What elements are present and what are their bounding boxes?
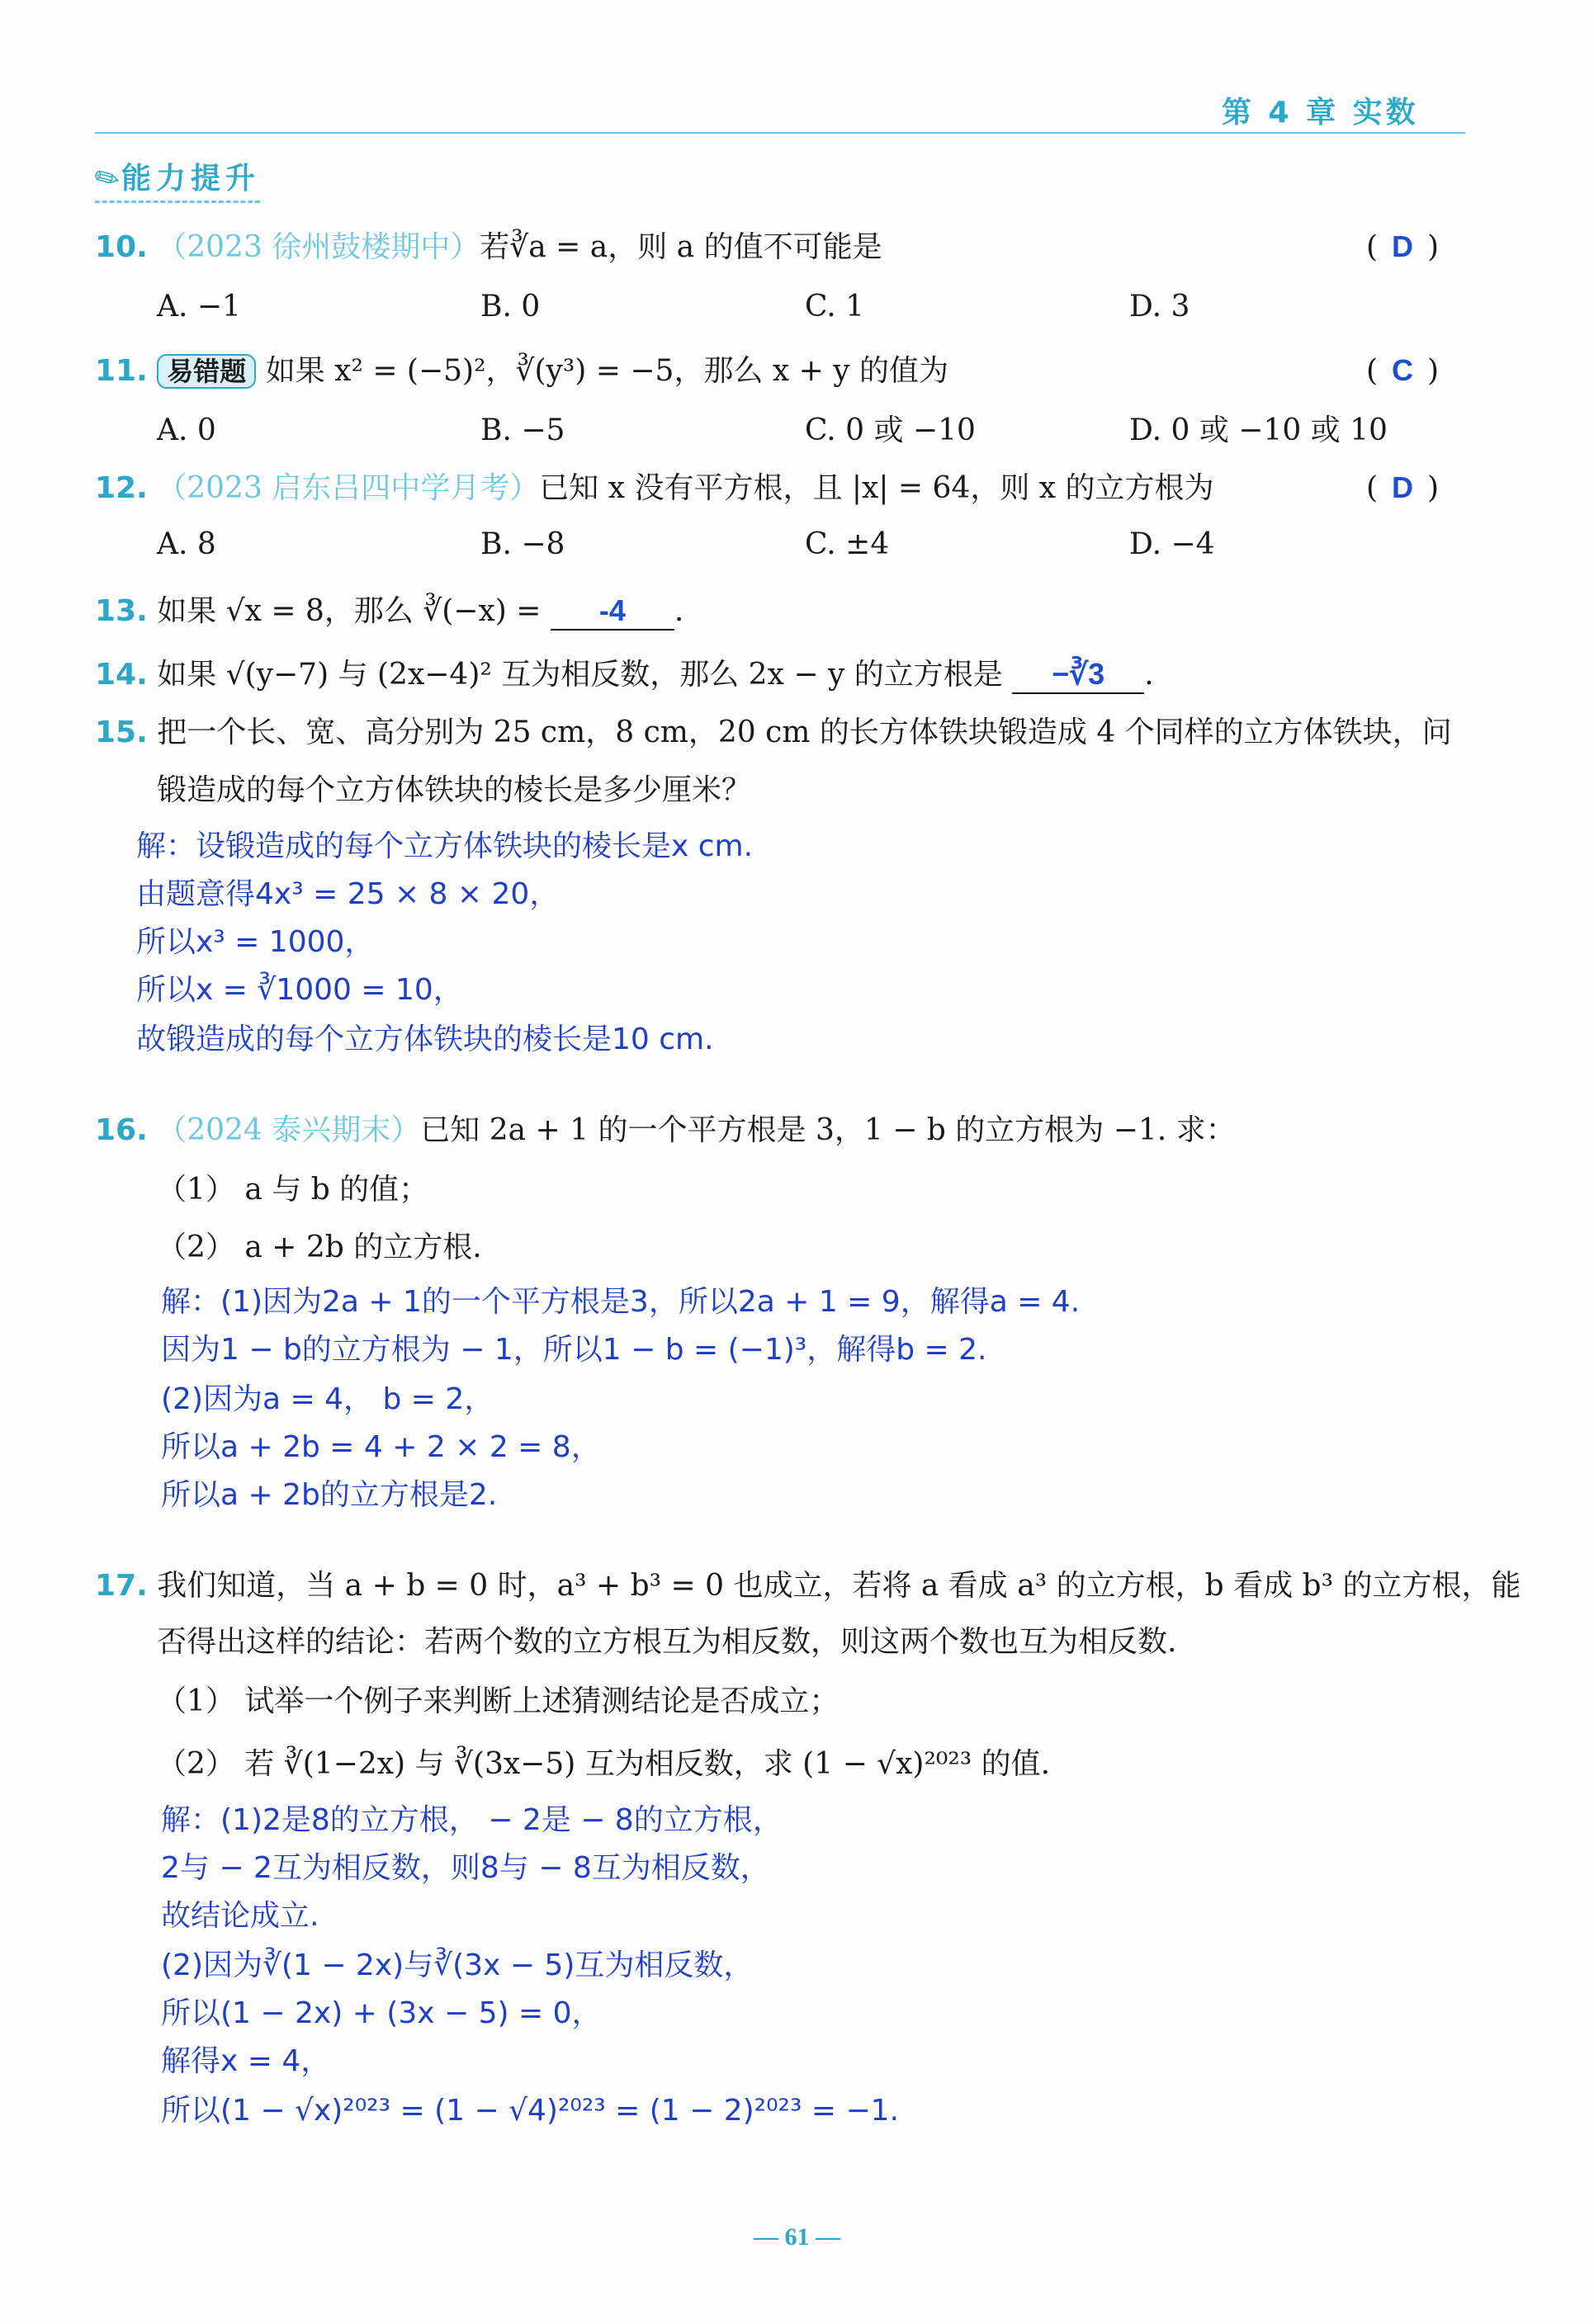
question-17-stem-line-1 [95, 1568, 1521, 1604]
answer-bracket: ( D ) [1366, 229, 1440, 264]
header-rule [95, 132, 1465, 134]
section-title [88, 155, 261, 203]
answer-choice: D [1392, 470, 1414, 504]
sub-question-2: （2） 若 ∛(1−2x) 与 ∛(3x−5) 互为相反数，求 (1 − √x)²⁰²³ 的值. [157, 1747, 1051, 1781]
section-title-text: 能力提升 [121, 162, 261, 196]
option-a: A. −1 [157, 290, 241, 324]
question-source: （2023 徐州鼓楼期中） [157, 230, 480, 264]
question-number: 11. [95, 354, 148, 388]
sub-question-2: （2） a + 2b 的立方根. [157, 1230, 482, 1264]
solution-line: 所以x = ∛1000 = 10， [136, 973, 463, 1007]
answer-blank: -4 [551, 593, 674, 631]
option-b: B. −8 [480, 527, 565, 561]
question-text: 我们知道，当 a + b = 0 时，a³ + b³ = 0 也成立，若将 a 看成 a³ 的立方根，b 看成 b³ 的立方根，能 [157, 1569, 1521, 1603]
solution-line: 因为1 − b的立方根为 − 1，所以1 − b = (−1)³，解得b = 2. [161, 1333, 987, 1367]
solution-line: (2)因为∛(1 − 2x)与∛(3x − 5)互为相反数， [161, 1948, 754, 1982]
sub-question-1: （1） 试举一个例子来判断上述猜测结论是否成立； [157, 1684, 840, 1718]
solution-line: 所以a + 2b = 4 + 2 × 2 = 8， [161, 1430, 601, 1464]
question-number: 15. [95, 716, 148, 749]
question-text: 已知 x 没有平方根，且 |x| = 64，则 x 的立方根为 [539, 471, 1214, 505]
solution-line: 解：设锻造成的每个立方体铁块的棱长是x cm. [136, 829, 754, 863]
option-c: C. 0 或 −10 [805, 413, 976, 447]
answer-choice: C [1392, 353, 1414, 387]
solution-line: 故锻造成的每个立方体铁块的棱长是10 cm. [136, 1023, 714, 1056]
question-source: （2024 泰兴期末） [157, 1113, 421, 1147]
option-d: D. −4 [1129, 527, 1215, 561]
answer-choice: D [1392, 229, 1414, 263]
page-number: — 61 — [754, 2223, 840, 2251]
question-12-stem [95, 470, 1214, 507]
question-source: （2023 启东吕四中学月考） [157, 471, 540, 505]
question-number: 10. [95, 230, 148, 264]
question-11-stem [95, 353, 948, 390]
option-d: D. 3 [1129, 290, 1190, 324]
option-d: D. 0 或 −10 或 10 [1129, 413, 1388, 447]
sentence-end: . [1144, 658, 1154, 692]
error-prone-badge: 易错题 [157, 354, 256, 389]
solution-line: 解：(1)2是8的立方根， − 2是 − 8的立方根， [161, 1803, 783, 1837]
solution-line: 解得x = 4， [161, 2044, 331, 2078]
solution-line: 所以a + 2b的立方根是2. [161, 1478, 498, 1512]
answer-bracket: ( D ) [1366, 470, 1440, 505]
question-number: 16. [95, 1113, 148, 1147]
answer-bracket: ( C ) [1366, 353, 1440, 388]
sentence-end: . [674, 594, 684, 628]
question-text: 如果 x² = (−5)²，∛(y³) = −5，那么 x + y 的值为 [265, 354, 949, 388]
question-number: 12. [95, 471, 148, 505]
question-15-stem-line-2: 锻造成的每个立方体铁块的棱长是多少厘米？ [157, 773, 752, 807]
question-text: 把一个长、宽、高分别为 25 cm，8 cm，20 cm 的长方体铁块锻造成 4 个同样的立方体铁块，问 [157, 716, 1452, 749]
question-number: 14. [95, 658, 148, 692]
solution-line: 2与 − 2互为相反数，则8与 − 8互为相反数， [161, 1851, 770, 1885]
chapter-header: 第 4 章 实数 [1222, 96, 1419, 130]
question-13 [95, 593, 683, 631]
sub-question-1: （1） a 与 b 的值； [157, 1173, 429, 1207]
question-16-stem [95, 1112, 1236, 1149]
solution-line: 所以(1 − √x)²⁰²³ = (1 − √4)²⁰²³ = (1 − 2)²⁰²³ = −1. [161, 2094, 899, 2128]
solution-line: 所以x³ = 1000， [136, 925, 375, 959]
option-a: A. 8 [157, 527, 216, 561]
solution-line: 所以(1 − 2x) + (3x − 5) = 0， [161, 1996, 602, 2030]
option-a: A. 0 [157, 413, 216, 447]
question-number: 17. [95, 1569, 148, 1603]
question-text: 如果 √x = 8，那么 ∛(−x) = [157, 594, 542, 628]
solution-line: (2)因为a = 4， b = 2， [161, 1382, 494, 1416]
solution-line: 由题意得4x³ = 25 × 8 × 20， [136, 877, 560, 911]
question-number: 13. [95, 594, 148, 628]
option-b: B. 0 [480, 290, 541, 324]
question-text: 若∛a = a，则 a 的值不可能是 [480, 230, 882, 264]
option-c: C. ±4 [805, 527, 890, 561]
question-17-stem-line-2: 否得出这样的结论：若两个数的立方根互为相反数，则这两个数也互为相反数. [157, 1625, 1177, 1659]
question-text: 如果 √(y−7) 与 (2x−4)² 互为相反数，那么 2x − y 的立方根是 [157, 658, 1003, 692]
solution-line: 解：(1)因为2a + 1的一个平方根是3，所以2a + 1 = 9，解得a = 4. [161, 1285, 1081, 1319]
pencil-icon: ✎ [88, 155, 131, 201]
question-10-stem [95, 229, 882, 266]
question-14 [95, 656, 1154, 694]
question-15-stem-line-1 [95, 715, 1452, 751]
question-text: 已知 2a + 1 的一个平方根是 3，1 − b 的立方根为 −1. 求： [420, 1113, 1236, 1147]
option-c: C. 1 [805, 290, 865, 324]
answer-blank: −∛3 [1012, 656, 1144, 694]
solution-line: 故结论成立. [161, 1899, 319, 1933]
option-b: B. −5 [480, 413, 565, 447]
